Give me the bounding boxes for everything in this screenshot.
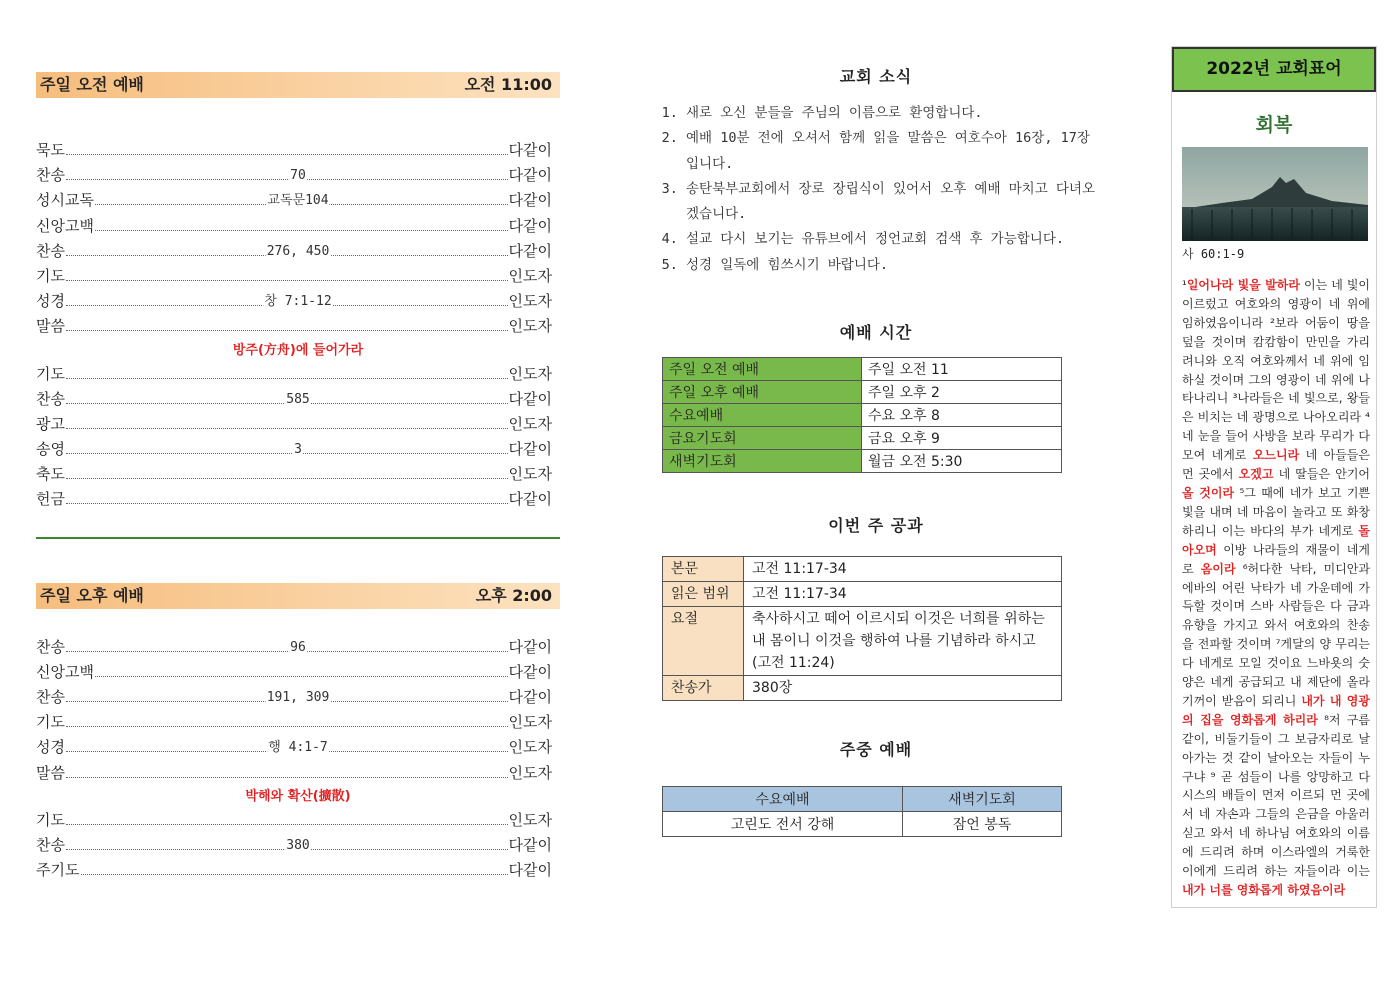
order-item-label: 찬송 <box>36 387 66 412</box>
order-item-detail: 교독문104 <box>266 188 329 213</box>
news-title: 교회 소식 <box>839 67 913 86</box>
order-item-detail: 창 7:1-12 <box>263 289 332 314</box>
morning-order-list-2 <box>36 362 560 513</box>
order-item-label: 찬송 <box>36 163 66 188</box>
lesson-row <box>663 582 1062 607</box>
order-item-leader: 다같이 <box>508 858 552 883</box>
afternoon-order-list-2 <box>36 808 560 884</box>
service-name: 주일 오후 예배 <box>663 381 862 404</box>
order-item-label: 묵도 <box>36 138 66 163</box>
order-row <box>36 437 560 462</box>
afternoon-service-header <box>36 583 560 609</box>
order-item-label: 신앙고백 <box>36 214 95 239</box>
news-item: 1. 새로 오신 분들을 주님의 이름으로 환영합니다. <box>686 101 1096 126</box>
service-time-row <box>663 427 1062 450</box>
service-name: 주일 오전 예배 <box>663 358 862 381</box>
dot-leader <box>66 478 508 479</box>
dot-leader <box>66 874 508 875</box>
service-name: 금요기도회 <box>663 427 862 450</box>
order-row <box>36 138 560 163</box>
service-time-row <box>663 450 1062 473</box>
times-title: 예배 시간 <box>839 323 913 343</box>
order-row <box>36 239 560 264</box>
service-time-row <box>663 404 1062 427</box>
order-item-leader: 다같이 <box>508 487 552 512</box>
order-item-leader: 다같이 <box>508 387 552 412</box>
order-row <box>36 635 560 660</box>
weekday-worship-table <box>662 786 1062 837</box>
afternoon-service-time: 오후 2:00 <box>475 585 552 605</box>
order-item-leader: 다같이 <box>508 685 552 710</box>
order-item-label: 찬송 <box>36 833 66 858</box>
order-item-label: 헌금 <box>36 487 66 512</box>
order-row <box>36 188 560 213</box>
order-row <box>36 264 560 289</box>
order-row <box>36 761 560 786</box>
dot-leader <box>66 726 508 727</box>
lesson-field: 읽은 범위 <box>663 582 744 607</box>
verse-highlight: 오겠고 <box>1238 467 1274 482</box>
motto-column <box>1171 46 1377 908</box>
order-item-label: 찬송 <box>36 239 66 264</box>
lesson-row <box>663 607 1062 676</box>
news-item: 5. 성경 일독에 힘쓰시기 바랍니다. <box>686 253 1096 278</box>
verse-text: 이는 네 빛이 이르렀고 여호와의 영광이 네 위에 임하였음이니라 ²보라 어둠이 땅을 덮을 것이며 캄캄함이 만민을 가리려니와 오직 여호와께서 네 위에 임하실 것이며 그의 영광이 네 위에 나타나리니 ³나라들은 네 빛으로, 왕들은 비치는 네 광명으로 나아오리라 ⁴네 눈을 들어 사방을 보라 무리가 다 모여 네게로 <box>1182 278 1370 463</box>
order-item-label: 성경 <box>36 735 66 760</box>
order-item-leader: 다같이 <box>508 660 552 685</box>
scripture-text <box>1172 276 1376 900</box>
service-time: 월금 오전 5:30 <box>862 450 1062 473</box>
weekday-value-wednesday: 고린도 전서 강해 <box>663 812 903 837</box>
order-item-leader: 다같이 <box>508 214 552 239</box>
order-item-leader: 다같이 <box>508 635 552 660</box>
verse-highlight: 오느니라 <box>1252 448 1300 463</box>
dot-leader <box>66 651 508 652</box>
order-item-detail: 96 <box>289 635 307 660</box>
verse-highlight: 옴이라 <box>1200 561 1236 576</box>
order-item-detail: 276, 450 <box>266 239 331 264</box>
order-item-leader: 인도자 <box>508 462 552 487</box>
service-time-row <box>663 358 1062 381</box>
dot-leader <box>66 154 508 155</box>
order-item-label: 기도 <box>36 362 66 387</box>
order-item-label: 신앙고백 <box>36 660 95 685</box>
order-item-leader: 인도자 <box>508 314 552 339</box>
order-item-detail: 70 <box>289 163 307 188</box>
service-time-row <box>663 381 1062 404</box>
dot-leader <box>66 824 508 825</box>
order-item-label: 성경 <box>36 289 66 314</box>
lesson-table <box>662 556 1062 701</box>
dot-leader <box>66 330 508 331</box>
verse-text: ¹ <box>1182 278 1187 292</box>
dot-leader <box>66 503 508 504</box>
lesson-row <box>663 557 1062 582</box>
order-row <box>36 660 560 685</box>
order-row <box>36 735 560 760</box>
order-row <box>36 710 560 735</box>
lesson-value: 고전 11:17-34 <box>744 582 1062 607</box>
order-item-leader: 다같이 <box>508 138 552 163</box>
lesson-field: 요절 <box>663 607 744 676</box>
service-time: 주일 오후 2 <box>862 381 1062 404</box>
order-row <box>36 387 560 412</box>
order-item-leader: 다같이 <box>508 833 552 858</box>
order-item-label: 말씀 <box>36 761 66 786</box>
service-time: 금요 오후 9 <box>862 427 1062 450</box>
service-time: 주일 오전 11 <box>862 358 1062 381</box>
order-item-label: 찬송 <box>36 685 66 710</box>
order-item-leader: 인도자 <box>508 362 552 387</box>
order-item-label: 광고 <box>36 412 66 437</box>
lesson-row <box>663 676 1062 701</box>
landscape-image <box>1182 147 1368 241</box>
verse-text: 네 아들들은 먼 곳에서 <box>1182 448 1370 482</box>
order-item-leader: 다같이 <box>508 437 552 462</box>
verse-text: 네 딸들은 안기어 <box>1273 467 1371 482</box>
lesson-value: 고전 11:17-34 <box>744 557 1062 582</box>
lesson-title: 이번 주 공과 <box>828 516 924 536</box>
order-item-leader: 인도자 <box>508 710 552 735</box>
verse-highlight: 일어나라 빛을 발하라 <box>1186 278 1300 292</box>
order-item-leader: 인도자 <box>508 735 552 760</box>
afternoon-order-list <box>36 635 560 786</box>
dot-leader <box>66 378 508 379</box>
announcements-column <box>656 64 1096 837</box>
order-item-label: 성시교독 <box>36 188 95 213</box>
dot-leader <box>66 676 508 677</box>
news-item: 4. 설교 다시 보기는 유튜브에서 정언교회 검색 후 가능합니다. <box>686 227 1096 252</box>
verse-highlight: 내가 너를 영화롭게 하였음이라 <box>1182 883 1346 897</box>
service-time: 수요 오후 8 <box>862 404 1062 427</box>
order-item-leader: 다같이 <box>508 163 552 188</box>
church-motto-title: 2022년 교회표어 <box>1172 47 1376 92</box>
weekday-value-dawn: 잠언 봉독 <box>902 812 1061 837</box>
order-item-leader: 다같이 <box>508 239 552 264</box>
news-item: 3. 송탄북부교회에서 장로 장립식이 있어서 오후 예배 마치고 다녀오겠습니다. <box>686 177 1096 228</box>
afternoon-service-title: 주일 오후 예배 <box>40 585 144 605</box>
lesson-field: 본문 <box>663 557 744 582</box>
morning-service-time: 오전 11:00 <box>464 75 552 94</box>
order-item-label: 찬송 <box>36 635 66 660</box>
lesson-field: 찬송가 <box>663 676 744 701</box>
dot-leader <box>66 280 508 281</box>
order-item-leader: 인도자 <box>508 808 552 833</box>
order-item-label: 축도 <box>36 462 66 487</box>
dot-leader <box>66 777 508 778</box>
order-item-leader: 인도자 <box>508 761 552 786</box>
order-row <box>36 858 560 883</box>
order-row <box>36 462 560 487</box>
service-name: 새벽기도회 <box>663 450 862 473</box>
morning-service-title: 주일 오전 예배 <box>40 75 144 94</box>
verse-text: 이방 나라들의 재물이 네게로 <box>1182 542 1370 576</box>
service-times-table <box>662 357 1062 473</box>
afternoon-sermon-title: 박해와 확산(擴散) <box>245 788 351 804</box>
morning-service-header <box>36 72 560 98</box>
order-item-detail: 행 4:1-7 <box>267 735 329 760</box>
dot-leader <box>66 230 508 231</box>
mountain-lake-illustration <box>1182 147 1368 241</box>
order-item-label: 기도 <box>36 808 66 833</box>
order-row <box>36 163 560 188</box>
order-row <box>36 214 560 239</box>
dot-leader <box>66 428 508 429</box>
news-list <box>656 101 1096 278</box>
lesson-value: 축사하시고 떼어 이르시되 이것은 너희를 위하는 내 몸이니 이것을 행하여 나를 기념하라 하시고(고전 11:24) <box>744 607 1062 676</box>
order-row <box>36 685 560 710</box>
weekday-title: 주중 예배 <box>839 740 913 760</box>
order-item-label: 기도 <box>36 710 66 735</box>
order-item-label: 말씀 <box>36 314 66 339</box>
order-item-leader: 인도자 <box>508 412 552 437</box>
order-item-detail: 3 <box>293 437 303 462</box>
motto-theme: 회복 <box>1255 114 1293 136</box>
order-item-label: 기도 <box>36 264 66 289</box>
weekday-header-dawn: 새벽기도회 <box>902 787 1061 812</box>
order-row <box>36 412 560 437</box>
order-row <box>36 362 560 387</box>
order-item-label: 주기도 <box>36 858 80 883</box>
verse-highlight: 내가 내 영광의 집을 영화롭게 하리라 <box>1182 693 1370 727</box>
scripture-reference: 사 60:1-9 <box>1182 247 1245 261</box>
order-item-detail: 585 <box>285 387 310 412</box>
order-item-leader: 인도자 <box>508 289 552 314</box>
service-name: 수요예배 <box>663 404 862 427</box>
order-item-leader: 다같이 <box>508 188 552 213</box>
order-row <box>36 289 560 314</box>
weekday-header-wednesday: 수요예배 <box>663 787 903 812</box>
news-item: 2. 예배 10분 전에 오셔서 함께 읽을 말씀은 여호수아 16장, 17장입니다. <box>686 126 1096 177</box>
order-item-label: 송영 <box>36 437 66 462</box>
verse-highlight: 올 것이라 <box>1182 485 1235 500</box>
lesson-value: 380장 <box>744 676 1062 701</box>
verse-text: ⁸저 구름 같이, 비둘기들이 그 보금자리로 날아가는 것 같이 날아오는 자들이 누구냐 ⁹ 곧 섬들이 나를 앙망하고 다시스의 배들이 먼저 이르되 먼 곳에서 네 자손과 그들의 은금을 아울러 싣고 와서 네 하나님 여호와의 이름에 드리려 하며 이스라엘의 거룩한 이에게 드리려 하는 자들이라 이는 <box>1182 712 1370 879</box>
dot-leader <box>66 453 508 454</box>
verse-text: ⁶허다한 낙타, 미디안과 에바의 어린 낙타가 네 가운데에 가득할 것이며 스바 사람들은 다 금과 유향을 가지고 와서 여호와의 찬송을 전파할 것이며 ⁷게달의 양 무리는 다 네게로 모일 것이요 느바욧의 숫양은 네게 공급되고 내 제단에 올라 기꺼이 받음이 되리니 <box>1182 561 1370 708</box>
morning-order-list <box>36 138 560 340</box>
order-item-detail: 191, 309 <box>266 685 331 710</box>
morning-sermon-title: 방주(方舟)에 들어가라 <box>232 342 364 358</box>
order-item-leader: 인도자 <box>508 264 552 289</box>
order-row <box>36 314 560 339</box>
order-row <box>36 808 560 833</box>
dot-leader <box>66 179 508 180</box>
order-item-detail: 380 <box>285 833 310 858</box>
order-row <box>36 833 560 858</box>
service-order-column <box>36 72 560 883</box>
verse-text: ⁵그 때에 네가 보고 기쁜 빛을 내며 네 마음이 놀라고 또 화창하리니 이는 바다의 부가 네게로 <box>1182 485 1371 538</box>
order-row <box>36 487 560 512</box>
verse-highlight: 돌아오며 <box>1182 523 1370 557</box>
